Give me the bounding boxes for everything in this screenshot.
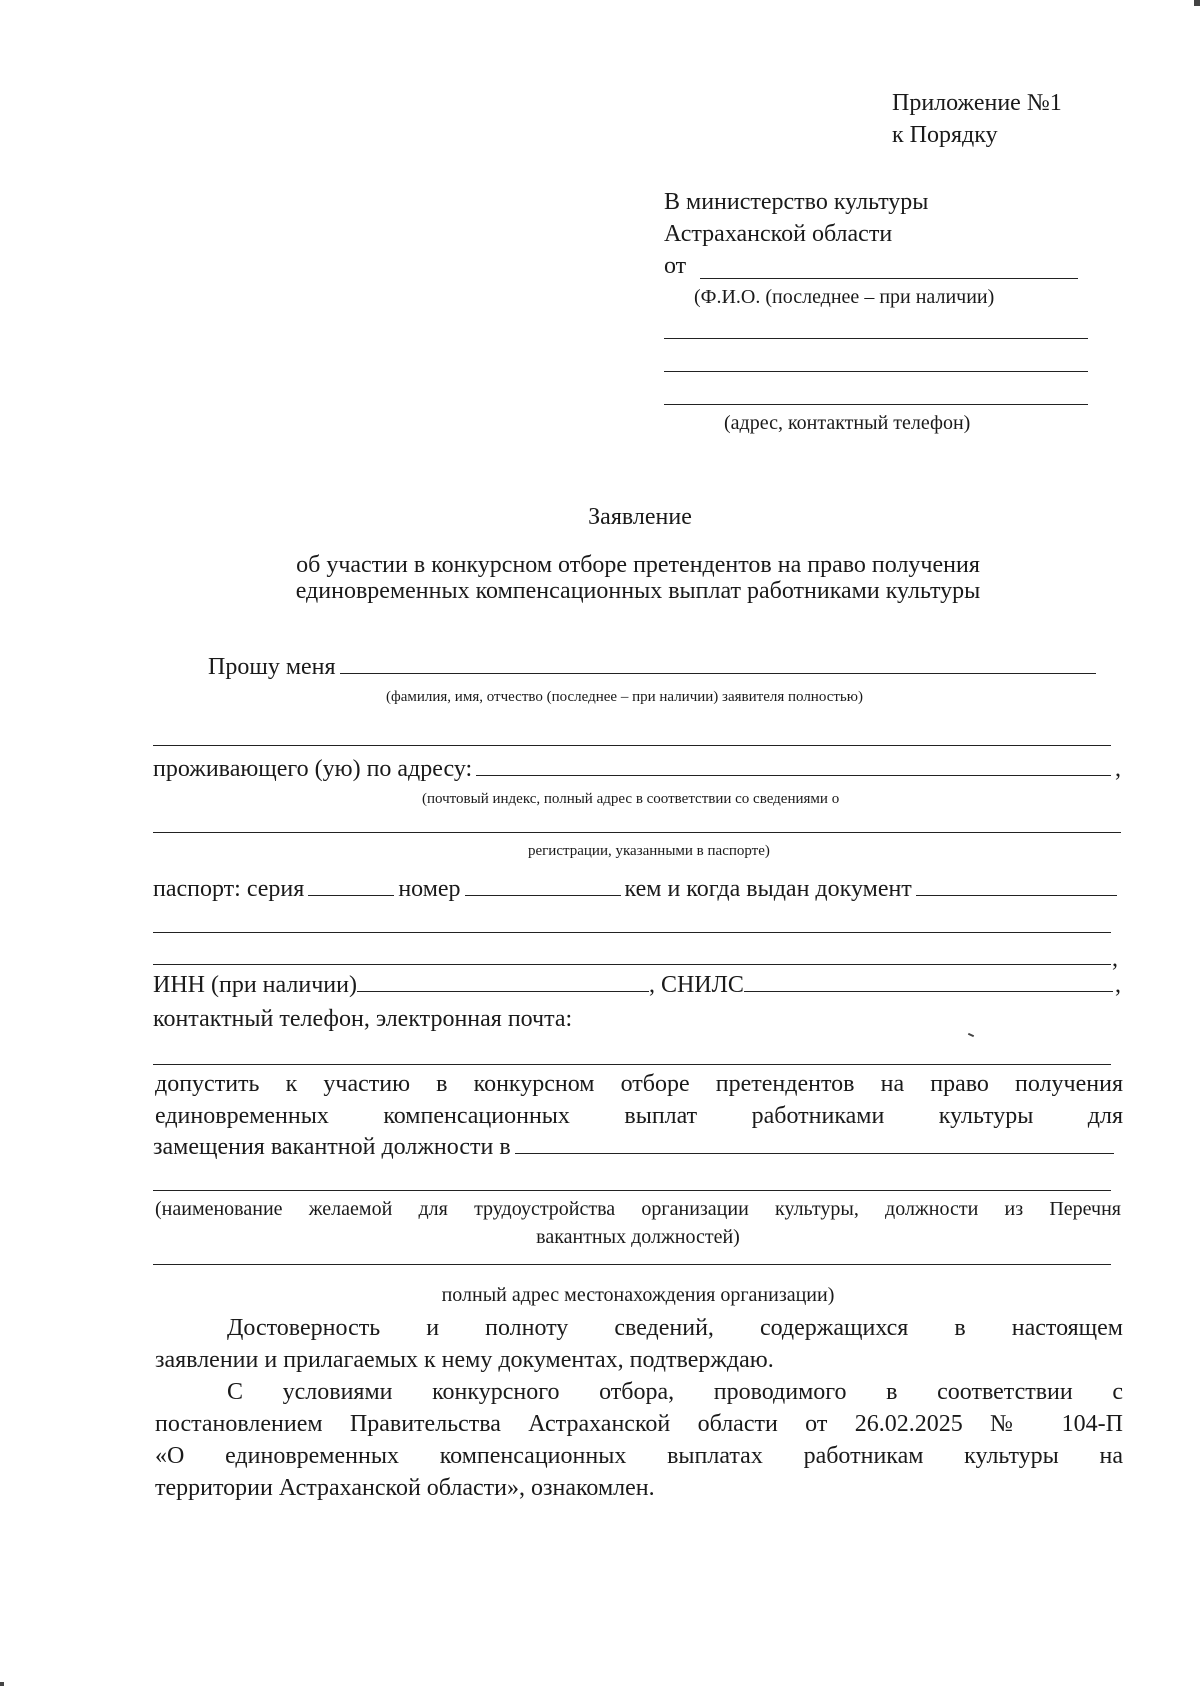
- residence-label: проживающего (ую) по адресу:: [153, 756, 473, 782]
- applicant-name-line-2[interactable]: [153, 745, 1111, 746]
- admit-line-2: единовременных компенсационных выплат работниками культуры для: [155, 1103, 1123, 1129]
- inn-label: ИНН (при наличии): [153, 972, 357, 998]
- declaration-2-line-3: «О единовременных компенсационных выплатах работникам культуры на: [155, 1443, 1123, 1469]
- addressee-from-label: от: [664, 253, 687, 279]
- contact-field-line[interactable]: [153, 1064, 1111, 1065]
- passport-issued-label: кем и когда выдан документ: [624, 876, 912, 902]
- address-caption: (адрес, контактный телефон): [724, 412, 971, 434]
- passport-issued-comma: ,: [1112, 946, 1118, 972]
- request-label: Прошу меня: [208, 654, 336, 680]
- organization-address-caption: полный адрес местонахождения организации): [441, 1284, 835, 1306]
- request-row: [208, 652, 1100, 682]
- scan-speck: [968, 1033, 974, 1037]
- declaration-2-line-4: территории Астраханской области», ознакомлен.: [155, 1475, 655, 1501]
- document-title: Заявление: [588, 504, 692, 530]
- inn-field[interactable]: [357, 971, 649, 992]
- passport-series-label: паспорт: серия: [153, 876, 305, 902]
- declaration-1-line-2: заявлении и прилагаемых к нему документах, подтверждаю.: [155, 1347, 774, 1373]
- snils-field[interactable]: [744, 971, 1113, 992]
- passport-issued-field[interactable]: [916, 875, 1117, 896]
- document-subtitle-line-1: об участии в конкурсном отборе претендентов на право получения: [296, 552, 980, 578]
- admit-paragraph: [155, 1068, 1123, 1132]
- declaration-paragraph-2: [155, 1376, 1123, 1504]
- fio-field-line[interactable]: [700, 278, 1078, 279]
- vacancy-organization-line-2[interactable]: [153, 1190, 1111, 1191]
- residence-address-line-2[interactable]: [153, 832, 1121, 833]
- admit-line-3: замещения вакантной должности в: [153, 1134, 511, 1160]
- applicant-name-field[interactable]: [340, 653, 1096, 674]
- address-field-line-1[interactable]: [664, 338, 1088, 339]
- declaration-2-line-1: С условиями конкурсного отбора, проводимого в соответствии с: [227, 1379, 1123, 1405]
- postal-caption: (почтовый индекс, полный адрес в соответствии со сведениями о: [422, 791, 840, 807]
- scan-speck: [0, 1682, 4, 1686]
- applicant-name-caption: (фамилия, имя, отчество (последнее – при наличии) заявителя полностью): [386, 689, 863, 705]
- organization-caption-line-2: вакантных должностей): [536, 1226, 740, 1248]
- residence-row: [153, 754, 1121, 784]
- passport-issued-line-2[interactable]: [153, 932, 1111, 933]
- vacancy-organization-field[interactable]: [515, 1133, 1114, 1154]
- residence-address-field[interactable]: [476, 755, 1111, 776]
- vacancy-row: [153, 1132, 1118, 1162]
- document-subtitle-line-2: единовременных компенсационных выплат работниками культуры: [295, 578, 981, 604]
- inn-snils-row: [153, 970, 1121, 1000]
- passport-issued-line-3[interactable]: [153, 964, 1111, 965]
- declaration-2-line-2: постановлением Правительства Астраханской области от 26.02.2025 № 104-П: [155, 1411, 1123, 1437]
- address-field-line-3[interactable]: [664, 404, 1088, 405]
- organization-caption-line-1: (наименование желаемой для трудоустройства организации культуры, должности из Перечня: [155, 1198, 1121, 1220]
- passport-series-field[interactable]: [308, 875, 394, 896]
- fio-caption: (Ф.И.О. (последнее – при наличии): [694, 286, 995, 308]
- contact-label: контактный телефон, электронная почта:: [153, 1006, 573, 1032]
- residence-comma: ,: [1115, 756, 1121, 782]
- passport-number-field[interactable]: [465, 875, 621, 896]
- addressee-region: Астраханской области: [664, 221, 893, 247]
- snils-comma: ,: [1115, 972, 1121, 998]
- admit-line-1: допустить к участию в конкурсном отборе претендентов на право получения: [155, 1071, 1123, 1097]
- organization-address-line[interactable]: [153, 1264, 1111, 1265]
- annex-subtitle: к Порядку: [892, 122, 998, 148]
- passport-number-label: номер: [398, 876, 461, 902]
- annex-title: Приложение №1: [892, 90, 1062, 116]
- registration-caption: регистрации, указанными в паспорте): [528, 843, 770, 859]
- declaration-paragraph-1: [155, 1312, 1123, 1376]
- declaration-1-line-1: Достоверность и полноту сведений, содержащихся в настоящем: [227, 1315, 1123, 1341]
- addressee-ministry: В министерство культуры: [664, 189, 929, 215]
- snils-label: , СНИЛС: [648, 972, 744, 998]
- address-field-line-2[interactable]: [664, 371, 1088, 372]
- passport-row: [153, 874, 1121, 904]
- scan-speck: [1194, 0, 1200, 6]
